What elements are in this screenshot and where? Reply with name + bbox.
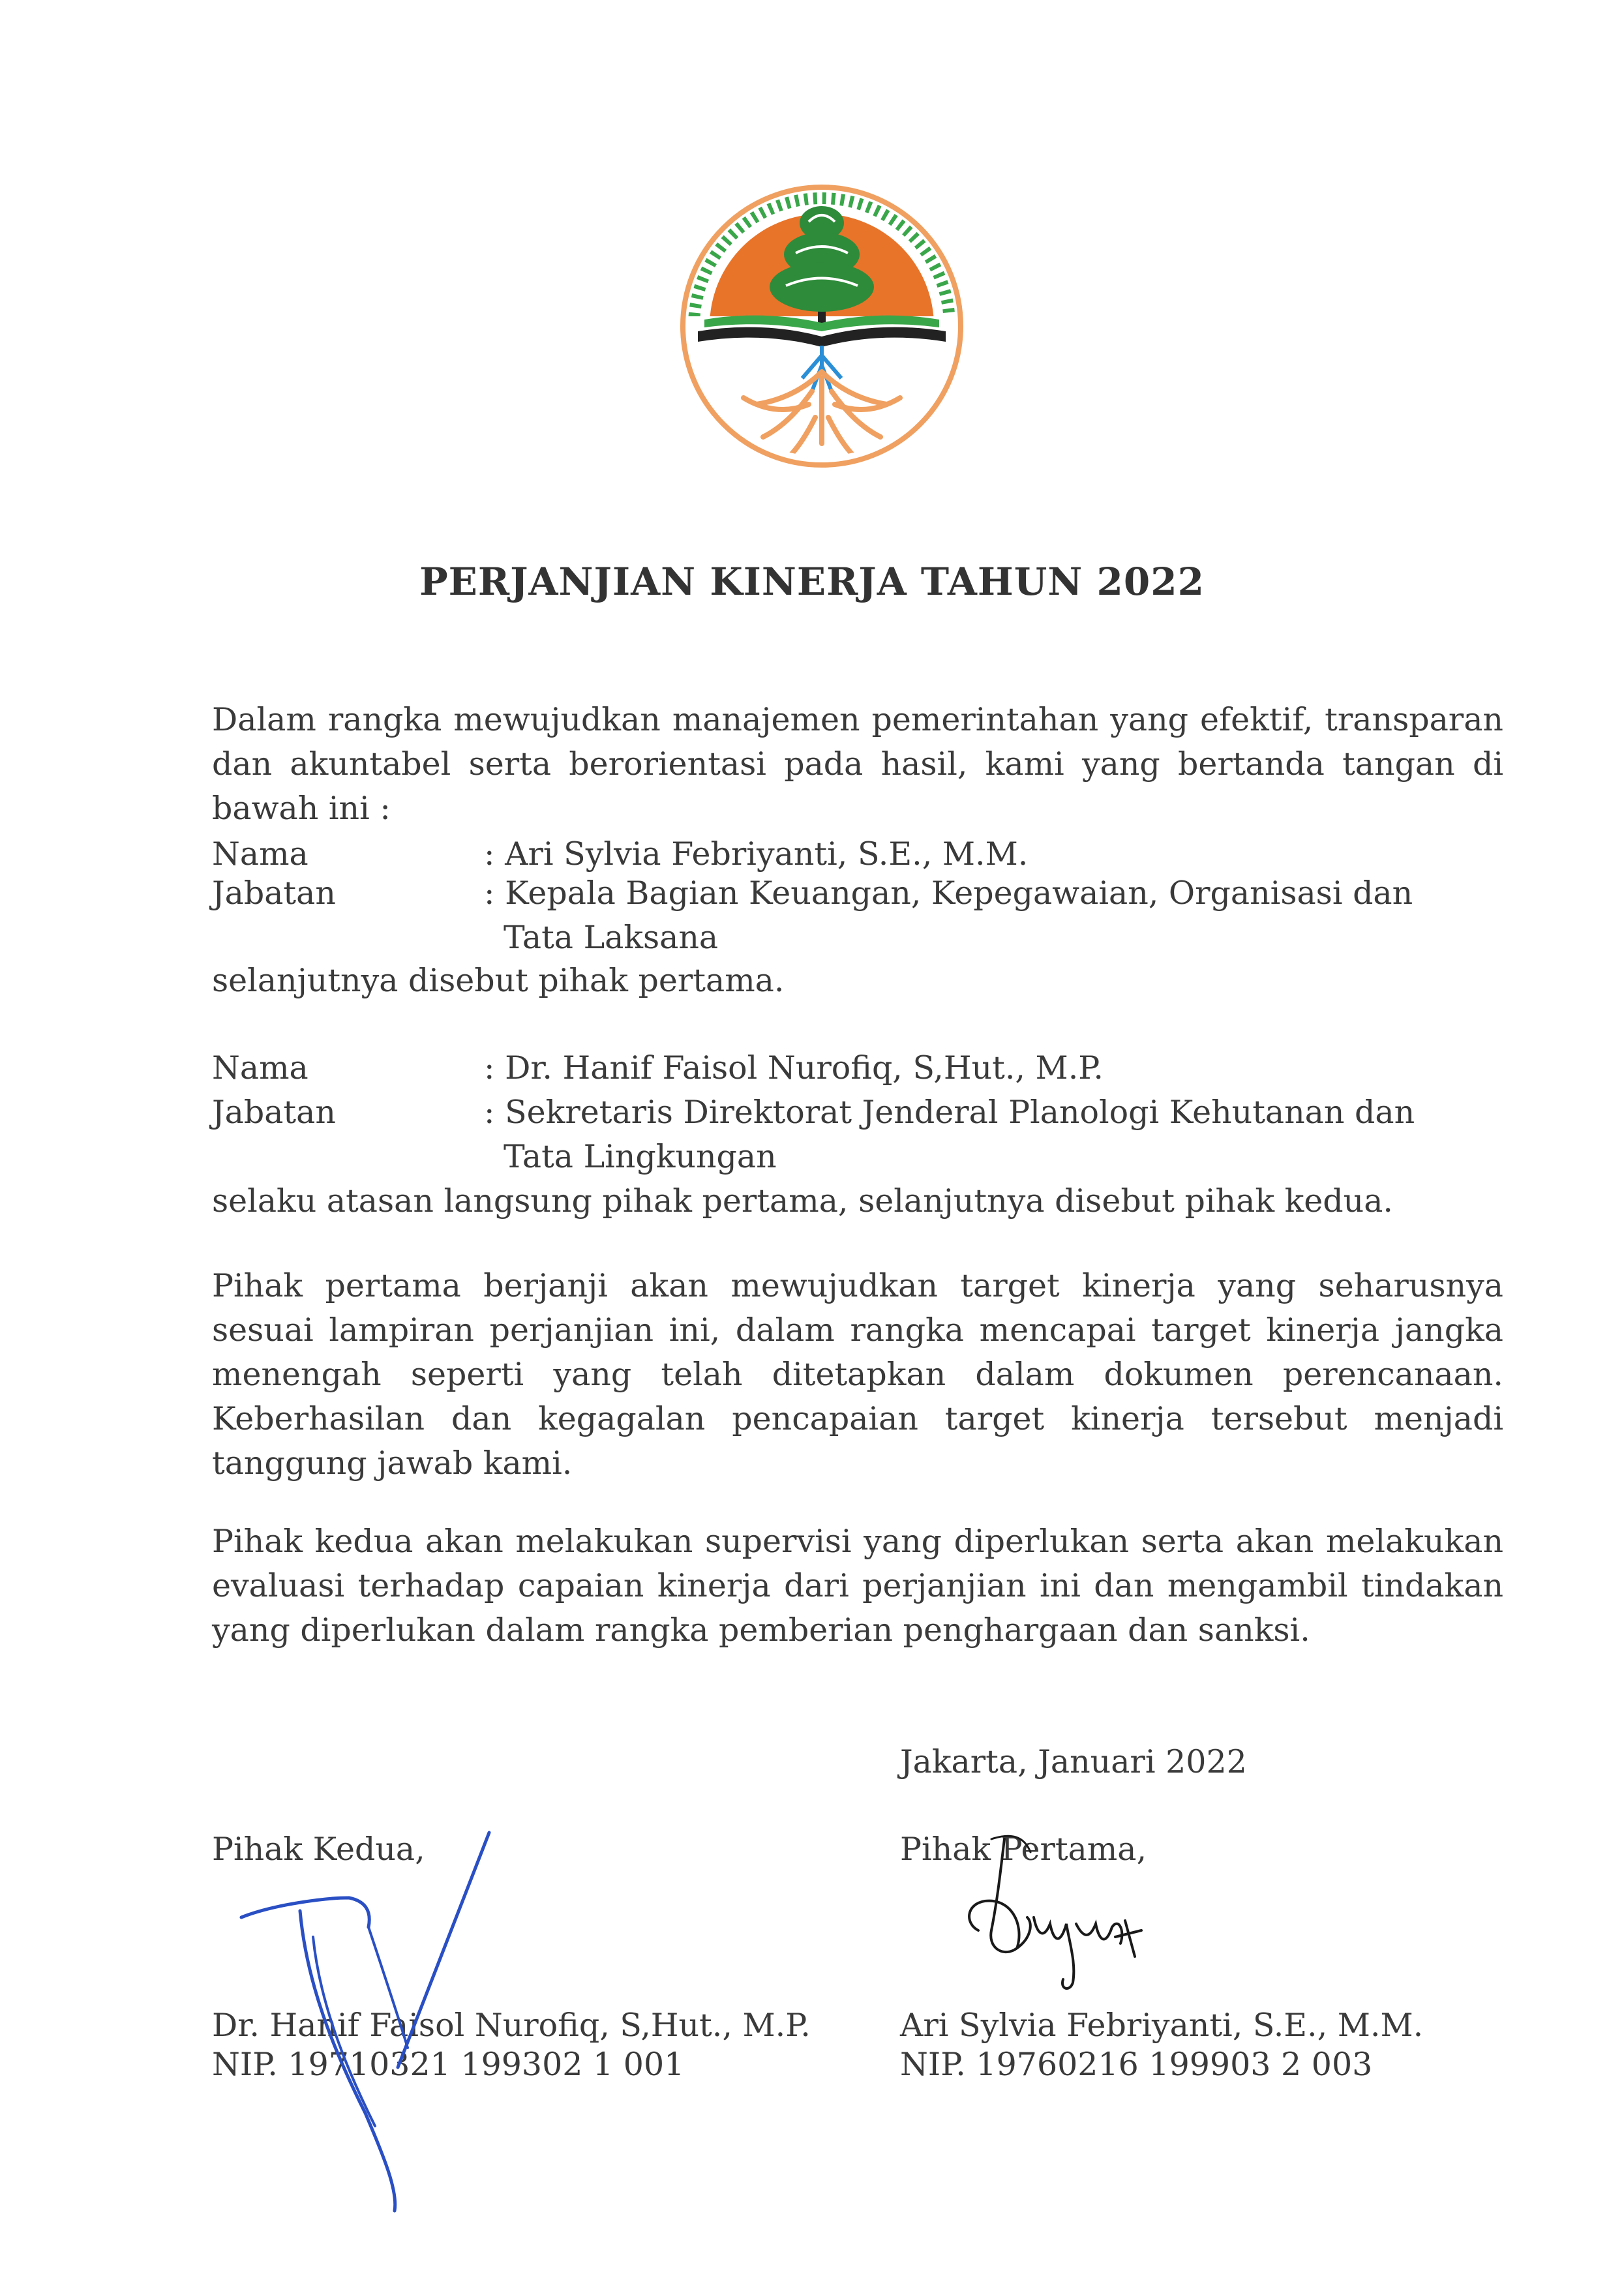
first-party-signatory-name: Ari Sylvia Febriyanti, S.E., M.M. — [900, 2007, 1424, 2044]
supervision-paragraph: Pihak kedua akan melakukan supervisi yang diperlukan serta akan melakukan evaluasi terhadap capaian kinerja dari perjanjian ini dan mengambil tindakan yang diperlukan dalam rangka pemberian penghargaan dan sanksi. — [212, 1523, 1503, 1649]
second-party-name-label: Nama — [212, 1049, 308, 1087]
first-party-name-value: : Ari Sylvia Febriyanti, S.E., M.M. — [484, 835, 1029, 873]
first-party-position-value-cont: Tata Laksana — [504, 919, 719, 956]
intro-paragraph: Dalam rangka mewujudkan manajemen pemerintahan yang efektif, transparan dan akuntabel serta berorientasi pada hasil, kami yang bertanda tangan di bawah ini : — [212, 701, 1503, 827]
document-title: PERJANJIAN KINERJA TAHUN 2022 — [419, 560, 1205, 604]
second-party-closing: selaku atasan langsung pihak pertama, selanjutnya disebut pihak kedua. — [212, 1182, 1393, 1220]
first-party-closing: selanjutnya disebut pihak pertama. — [212, 962, 785, 999]
second-party-role: Pihak Kedua, — [212, 1831, 425, 1868]
first-party-role: Pihak Pertama, — [900, 1831, 1147, 1868]
second-party-position-value: : Sekretaris Direktorat Jenderal Planologi Kehutanan dan — [484, 1094, 1415, 1131]
first-party-position-label: Jabatan — [212, 875, 336, 912]
second-party-position-label: Jabatan — [212, 1094, 336, 1131]
second-party-nip: NIP. 19710321 199302 1 001 — [212, 2046, 685, 2083]
first-party-nip: NIP. 19760216 199903 2 003 — [900, 2046, 1373, 2083]
second-party-name-value: : Dr. Hanif Faisol Nurofiq, S,Hut., M.P. — [484, 1049, 1104, 1087]
second-party-signatory-name: Dr. Hanif Faisol Nurofiq, S,Hut., M.P. — [212, 2007, 811, 2044]
kementerian-lhk-logo — [678, 183, 965, 470]
second-party-position-value-cont: Tata Lingkungan — [504, 1138, 777, 1175]
first-party-name-label: Nama — [212, 835, 308, 873]
place-date: Jakarta, Januari 2022 — [900, 1743, 1247, 1780]
commitment-paragraph: Pihak pertama berjanji akan mewujudkan target kinerja yang seharusnya sesuai lampiran perjanjian ini, dalam rangka mencapai target kinerja jangka menengah seperti yang telah ditetapkan dalam dokumen perencanaan. Keberhasilan dan kegagalan pencapaian target kinerja tersebut menjadi tanggung jawab kami. — [212, 1267, 1503, 1482]
first-party-position-value: : Kepala Bagian Keuangan, Kepegawaian, Organisasi dan — [484, 875, 1413, 912]
